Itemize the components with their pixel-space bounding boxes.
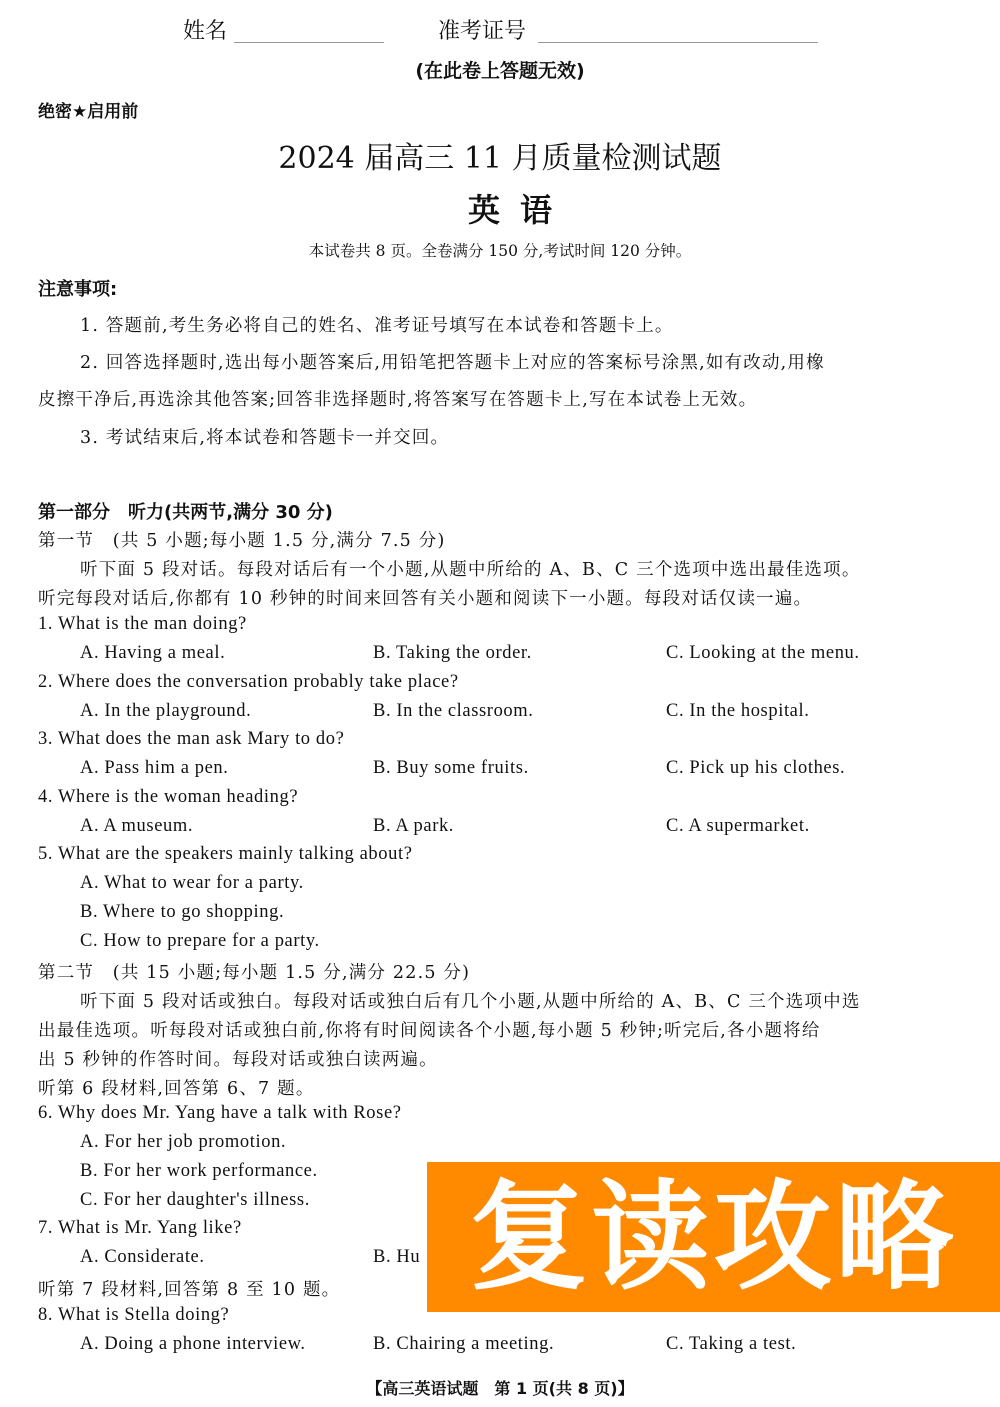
- q5-option-c: C. How to prepare for a party.: [80, 931, 320, 951]
- section1-instruction-1: 听下面 5 段对话。每段对话后有一个小题,从题中所给的 A、B、C 三个选项中选出最佳选项。: [80, 560, 861, 580]
- section1-heading: 第一节 (共 5 小题;每小题 1.5 分,满分 7.5 分): [38, 531, 446, 551]
- question-4: 4. Where is the woman heading?: [38, 787, 299, 807]
- q5-option-a: A. What to wear for a party.: [80, 873, 304, 893]
- page-footer: 【高三英语试题 第 1 页(共 8 页)】: [366, 1379, 634, 1398]
- watermark-text: 复读攻略: [469, 1168, 958, 1306]
- name-field-line[interactable]: [234, 42, 384, 43]
- notes-heading: 注意事项:: [38, 279, 118, 300]
- q4-option-c: C. A supermarket.: [666, 816, 810, 836]
- note-item-1: 1. 答题前,考生务必将自己的姓名、准考证号填写在本试卷和答题卡上。: [80, 316, 674, 336]
- q2-option-a: A. In the playground.: [80, 701, 252, 721]
- watermark-banner: [427, 1162, 1000, 1312]
- note-item-3: 3. 考试结束后,将本试卷和答题卡一并交回。: [80, 428, 450, 448]
- q6-option-c: C. For her daughter's illness.: [80, 1190, 310, 1210]
- q6-option-b: B. For her work performance.: [80, 1161, 318, 1181]
- q3-option-c: C. Pick up his clothes.: [666, 758, 846, 778]
- section1-instruction-2: 听完每段对话后,你都有 10 秒钟的时间来回答有关小题和阅读下一小题。每段对话仅读一遍。: [38, 589, 813, 609]
- q3-option-a: A. Pass him a pen.: [80, 758, 229, 778]
- question-8: 8. What is Stella doing?: [38, 1305, 230, 1325]
- question-3: 3. What does the man ask Mary to do?: [38, 729, 345, 749]
- q4-option-a: A. A museum.: [80, 816, 194, 836]
- q5-option-b: B. Where to go shopping.: [80, 902, 285, 922]
- material-6-label: 听第 6 段材料,回答第 6、7 题。: [38, 1079, 315, 1099]
- invalid-note: (在此卷上答题无效): [415, 60, 585, 82]
- q2-option-b: B. In the classroom.: [373, 701, 534, 721]
- q6-option-a: A. For her job promotion.: [80, 1132, 287, 1152]
- secret-mark: 绝密★启用前: [38, 102, 139, 122]
- note-item-2-cont: 皮擦干净后,再选涂其他答案;回答非选择题时,将答案写在答题卡上,写在本试卷上无效。: [38, 390, 758, 410]
- exam-id-field-line[interactable]: [538, 42, 818, 43]
- section2-heading: 第二节 (共 15 小题;每小题 1.5 分,满分 22.5 分): [38, 963, 471, 983]
- q1-option-a: A. Having a meal.: [80, 643, 226, 663]
- section2-instruction-3: 出 5 秒钟的作答时间。每段对话或独白读两遍。: [38, 1050, 438, 1070]
- q8-option-a: A. Doing a phone interview.: [80, 1334, 306, 1354]
- material-7-label: 听第 7 段材料,回答第 8 至 10 题。: [38, 1280, 341, 1300]
- question-2: 2. Where does the conversation probably take place?: [38, 672, 459, 692]
- q8-option-c: C. Taking a test.: [666, 1334, 797, 1354]
- q3-option-b: B. Buy some fruits.: [373, 758, 529, 778]
- q4-option-b: B. A park.: [373, 816, 455, 836]
- exam-info: 本试卷共 8 页。全卷满分 150 分,考试时间 120 分钟。: [308, 242, 692, 260]
- note-item-2: 2. 回答选择题时,选出每小题答案后,用铅笔把答题卡上对应的答案标号涂黑,如有改动,用橡: [80, 353, 825, 373]
- question-6: 6. Why does Mr. Yang have a talk with Rose?: [38, 1103, 402, 1123]
- subject-title: 英语: [467, 191, 572, 229]
- q8-option-b: B. Chairing a meeting.: [373, 1334, 555, 1354]
- question-5: 5. What are the speakers mainly talking about?: [38, 844, 413, 864]
- question-7: 7. What is Mr. Yang like?: [38, 1218, 242, 1238]
- section2-instruction-1: 听下面 5 段对话或独白。每段对话或独白后有几个小题,从题中所给的 A、B、C 三个选项中选: [80, 992, 861, 1012]
- part1-heading: 第一部分 听力(共两节,满分 30 分): [38, 502, 333, 523]
- q7-option-b: B. Hu: [373, 1247, 421, 1267]
- exam-title: 2024 届高三 11 月质量检测试题: [278, 141, 722, 176]
- section2-instruction-2: 出最佳选项。听每段对话或独白前,你将有时间阅读各个小题,每小题 5 秒钟;听完后,各小题将给: [38, 1021, 821, 1041]
- q2-option-c: C. In the hospital.: [666, 701, 810, 721]
- q1-option-b: B. Taking the order.: [373, 643, 532, 663]
- question-1: 1. What is the man doing?: [38, 614, 247, 634]
- q7-option-a: A. Considerate.: [80, 1247, 205, 1267]
- q1-option-c: C. Looking at the menu.: [666, 643, 860, 663]
- exam-id-label: 准考证号: [438, 19, 527, 44]
- name-label: 姓名: [183, 19, 228, 44]
